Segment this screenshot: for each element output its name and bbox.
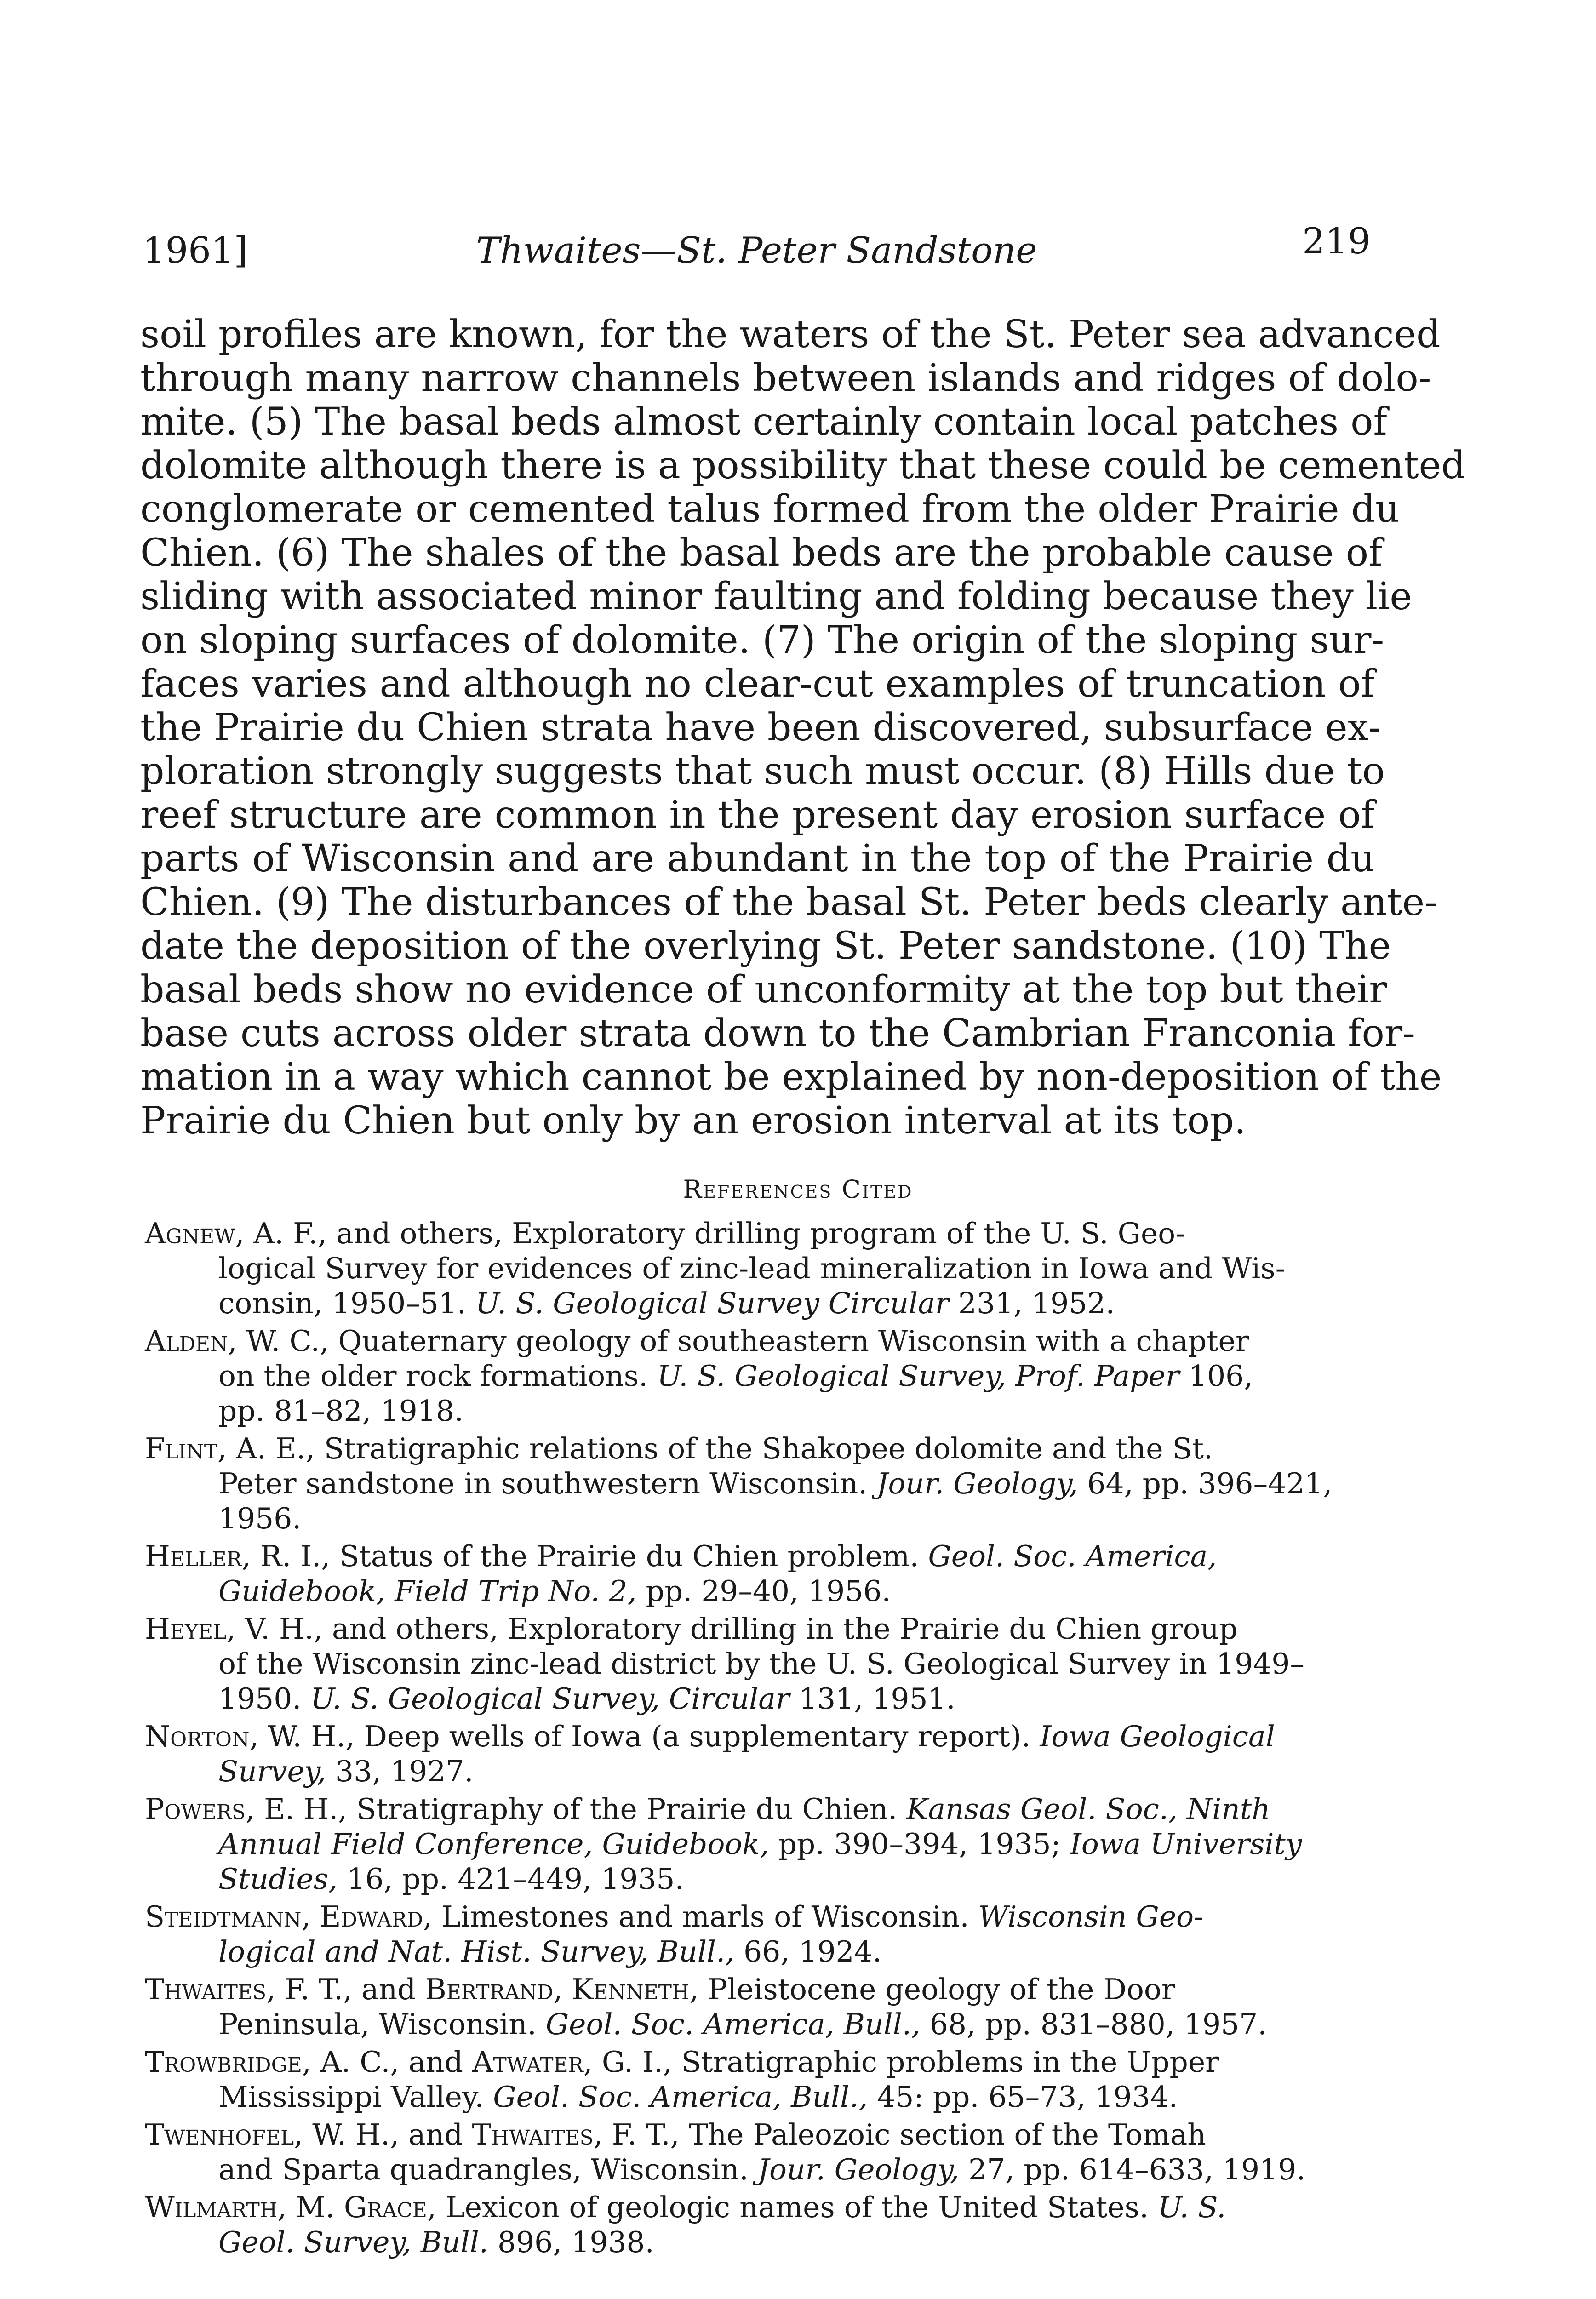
reference-line: [145, 1934, 1382, 1969]
reference-entry: [145, 1216, 1382, 1321]
reference-line: [145, 1394, 1382, 1429]
reference-source: Geol. Soc. America, Bull.,: [545, 2007, 921, 2041]
body-line: sliding with associated minor faulting and folding because they lie: [140, 575, 1412, 618]
body-paragraph: [140, 313, 1465, 1143]
reference-source: Wisconsin Geo-: [978, 1900, 1204, 1933]
reference-entry: [145, 1719, 1382, 1789]
reference-text: 1950.: [218, 1682, 311, 1716]
reference-text: 231, 1952.: [949, 1287, 1115, 1320]
reference-text: 131, 1951.: [789, 1682, 955, 1716]
reference-line: [145, 1501, 1382, 1536]
references-heading: References Cited: [683, 1175, 913, 1204]
body-line: dolomite although there is a possibility that these could be cemented: [140, 444, 1465, 487]
reference-entry: [145, 1539, 1382, 1609]
reference-text: 33, 1927.: [326, 1755, 474, 1788]
reference-entry: [145, 2117, 1382, 2187]
reference-text: and Sparta quadrangles, Wisconsin.: [218, 2153, 758, 2186]
reference-text: logical Survey for evidences of zinc-lead mineralization in Iowa and Wis-: [218, 1252, 1285, 1285]
body-line: through many narrow channels between islands and ridges of dolo-: [140, 356, 1431, 400]
reference-text: Mississippi Valley.: [218, 2080, 493, 2114]
reference-line: [145, 1612, 1382, 1647]
reference-line: [145, 1681, 1382, 1716]
reference-line: [145, 2152, 1382, 2187]
reference-author: Heyel, V. H.: [145, 1612, 314, 1646]
reference-line: [145, 2080, 1382, 2115]
reference-text: , and: [343, 1973, 425, 2006]
reference-author: Bertrand, Kenneth: [425, 1973, 690, 2006]
reference-entry: [145, 1612, 1382, 1716]
reference-author: Thwaites, F. T.: [472, 2118, 670, 2151]
reference-source: Survey,: [218, 1755, 326, 1788]
reference-text: 68, pp. 831–880, 1957.: [920, 2007, 1267, 2041]
body-line: base cuts across older strata down to the Cambrian Franconia for-: [140, 1012, 1415, 1055]
body-line: faces varies and although no clear-cut examples of truncation of: [140, 662, 1375, 706]
reference-text: , and others, Exploratory drilling program of the U. S. Geo-: [318, 1217, 1185, 1250]
body-line: parts of Wisconsin and are abundant in the top of the Prairie du: [140, 837, 1375, 881]
reference-line: [145, 1324, 1382, 1359]
reference-author: Alden, W. C.: [145, 1324, 320, 1358]
reference-source: Geol. Soc. America, Bull.,: [493, 2080, 868, 2114]
reference-line: [145, 1827, 1382, 1862]
reference-line: [145, 1972, 1382, 2007]
reference-text: 16, pp. 421–449, 1935.: [338, 1862, 684, 1896]
reference-author: Trowbridge, A. C.: [145, 2045, 390, 2079]
reference-author: Agnew, A. F.: [145, 1217, 318, 1250]
reference-source: Geol. Survey, Bull.: [218, 2225, 488, 2259]
reference-text: , Status of the Prairie du Chien problem.: [321, 1539, 928, 1573]
reference-line: [145, 1899, 1382, 1934]
reference-author: Powers, E. H.: [145, 1792, 338, 1826]
reference-entry: [145, 2190, 1382, 2260]
reference-line: [145, 1574, 1382, 1609]
reference-text: , Lexicon of geologic names of the United States.: [427, 2190, 1158, 2224]
reference-line: [145, 2225, 1382, 2260]
reference-source: logical and Nat. Hist. Survey, Bull.,: [218, 1935, 735, 1968]
reference-source: Studies,: [218, 1862, 338, 1896]
body-line: conglomerate or cemented talus formed from the older Prairie du: [140, 487, 1400, 531]
reference-text: 1956.: [218, 1502, 302, 1535]
reference-author: Norton, W. H.: [145, 1720, 346, 1753]
reference-text: , and: [390, 2118, 472, 2151]
reference-source: U. S. Geological Survey, Circular: [310, 1682, 789, 1716]
reference-text: Peninsula, Wisconsin.: [218, 2007, 546, 2041]
reference-source: Annual Field Conference, Guidebook,: [218, 1827, 769, 1861]
references-list: [145, 1216, 1382, 2263]
reference-line: [145, 1216, 1382, 1251]
reference-entry: [145, 1899, 1382, 1969]
header-title: Thwaites—St. Peter Sandstone: [476, 230, 1037, 271]
reference-text: , Stratigraphic problems in the Upper: [663, 2045, 1219, 2079]
reference-text: 106,: [1179, 1359, 1253, 1393]
reference-text: 27, pp. 614–633, 1919.: [959, 2153, 1306, 2186]
reference-source: Kansas Geol. Soc., Ninth: [906, 1792, 1270, 1826]
reference-author: Heller, R. I.: [145, 1539, 321, 1573]
reference-source: Guidebook, Field Trip No. 2,: [218, 1574, 637, 1608]
reference-text: 896, 1938.: [488, 2225, 654, 2259]
reference-entry: [145, 1972, 1382, 2042]
reference-text: , Stratigraphic relations of the Shakopee dolomite and the St.: [305, 1432, 1213, 1465]
reference-line: [145, 2190, 1382, 2225]
reference-author: Wilmarth, M. Grace: [145, 2190, 427, 2224]
reference-source: Geol. Soc. America,: [928, 1539, 1217, 1573]
reference-source: Iowa Geological: [1040, 1720, 1275, 1753]
body-line: ploration strongly suggests that such must occur. (8) Hills due to: [140, 749, 1385, 793]
reference-author: Twenhofel, W. H.: [145, 2118, 390, 2151]
reference-author: Atwater, G. I.: [472, 2045, 663, 2079]
reference-line: [145, 1862, 1382, 1897]
reference-text: consin, 1950–51.: [218, 1287, 475, 1320]
reference-source: U. S. Geological Survey Circular: [475, 1287, 949, 1320]
reference-line: [145, 2117, 1382, 2152]
reference-text: 64, pp. 396–421,: [1078, 1467, 1333, 1500]
body-line: reef structure are common in the present day erosion surface of: [140, 793, 1375, 837]
reference-line: [145, 2045, 1382, 2080]
body-line: date the deposition of the overlying St. Peter sandstone. (10) The: [140, 924, 1391, 968]
reference-text: , Limestones and marls of Wisconsin.: [423, 1900, 978, 1933]
reference-author: Flint, A. E.: [145, 1432, 306, 1465]
reference-line: [145, 1466, 1382, 1501]
reference-text: , Pleistocene geology of the Door: [689, 1973, 1175, 2006]
reference-line: [145, 2007, 1382, 2042]
reference-entry: [145, 1431, 1382, 1536]
reference-line: [145, 1359, 1382, 1394]
reference-source: Jour. Geology,: [876, 1467, 1078, 1500]
reference-source: U. S.: [1158, 2190, 1226, 2224]
reference-author: Steidtmann, Edward: [145, 1900, 423, 1933]
reference-line: [145, 1792, 1382, 1827]
reference-source: Iowa University: [1070, 1827, 1302, 1861]
reference-text: pp. 81–82, 1918.: [218, 1394, 463, 1428]
page-number: 219: [1302, 221, 1371, 262]
body-line: soil profiles are known, for the waters of the St. Peter sea advanced: [140, 313, 1441, 356]
reference-line: [145, 1286, 1382, 1321]
body-line: basal beds show no evidence of unconformity at the top but their: [140, 968, 1387, 1012]
reference-text: , Deep wells of Iowa (a supplementary report).: [345, 1720, 1040, 1753]
reference-line: [145, 1754, 1382, 1789]
body-line: Chien. (6) The shales of the basal beds are the probable cause of: [140, 531, 1383, 575]
body-line: Prairie du Chien but only by an erosion interval at its top.: [140, 1099, 1246, 1143]
reference-text: of the Wisconsin zinc-lead district by the U. S. Geological Survey in 1949–: [218, 1647, 1304, 1681]
reference-text: , and: [390, 2045, 472, 2079]
reference-text: pp. 29–40, 1956.: [636, 1574, 891, 1608]
reference-text: 66, 1924.: [734, 1935, 882, 1968]
reference-text: on the older rock formations.: [218, 1359, 658, 1393]
reference-author: Thwaites, F. T.: [145, 1973, 343, 2006]
header-year: 1961]: [143, 230, 248, 271]
reference-entry: [145, 2045, 1382, 2115]
reference-text: 45: pp. 65–73, 1934.: [868, 2080, 1178, 2114]
reference-line: [145, 1431, 1382, 1466]
running-head: [143, 221, 1371, 271]
reference-line: [145, 1251, 1382, 1286]
reference-source: Jour. Geology,: [757, 2153, 959, 2186]
reference-entry: [145, 1792, 1382, 1897]
reference-text: , and others, Exploratory drilling in the Prairie du Chien group: [314, 1612, 1238, 1646]
reference-text: , Quaternary geology of southeastern Wisconsin with a chapter: [320, 1324, 1249, 1358]
reference-text: pp. 390–394, 1935;: [769, 1827, 1070, 1861]
reference-source: U. S. Geological Survey, Prof. Paper: [657, 1359, 1179, 1393]
body-line: on sloping surfaces of dolomite. (7) The origin of the sloping sur-: [140, 618, 1384, 662]
reference-entry: [145, 1324, 1382, 1429]
body-line: mite. (5) The basal beds almost certainly contain local patches of: [140, 400, 1387, 444]
reference-text: , The Paleozoic section of the Tomah: [670, 2118, 1206, 2151]
reference-line: [145, 1647, 1382, 1681]
reference-text: Peter sandstone in southwestern Wisconsin.: [218, 1467, 877, 1500]
reference-line: [145, 1539, 1382, 1574]
reference-text: , Stratigraphy of the Prairie du Chien.: [338, 1792, 907, 1826]
body-line: Chien. (9) The disturbances of the basal St. Peter beds clearly ante-: [140, 881, 1437, 924]
body-line: the Prairie du Chien strata have been discovered, subsurface ex-: [140, 706, 1381, 749]
reference-line: [145, 1719, 1382, 1754]
body-line: mation in a way which cannot be explained by non-deposition of the: [140, 1055, 1442, 1099]
